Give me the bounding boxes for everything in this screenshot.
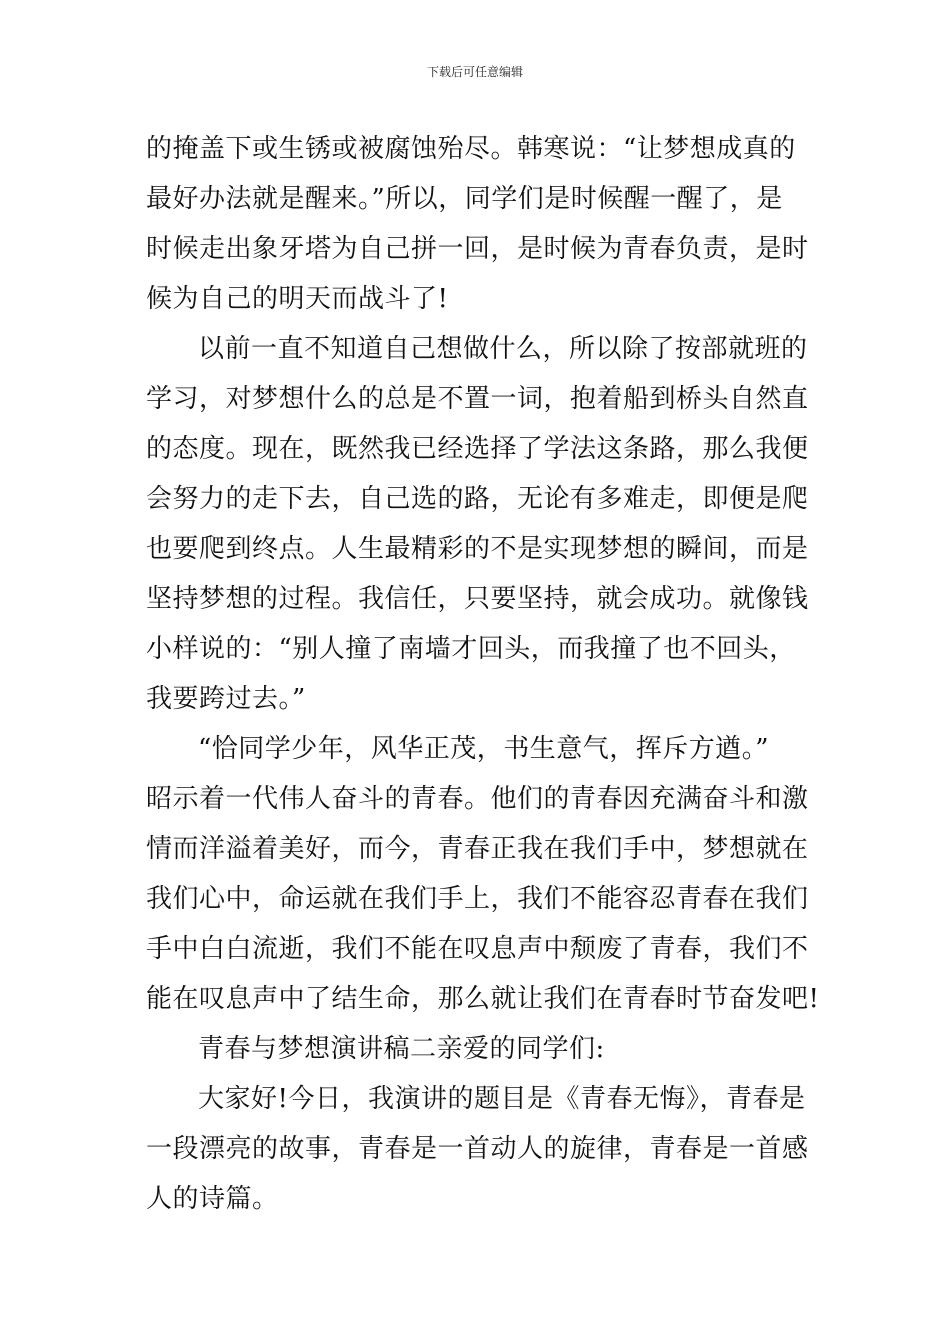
text-line: 我们心中，命运就在我们手上，我们不能容忍青春在我们 xyxy=(146,884,809,914)
text-line: 会努力的走下去，自己选的路，无论有多难走，即便是爬 xyxy=(146,484,809,514)
text-line: 一段漂亮的故事，青春是一首动人的旋律，青春是一首感 xyxy=(146,1134,809,1164)
text-line: 学习，对梦想什么的总是不置一词，抱着船到桥头自然直 xyxy=(146,384,809,414)
text-line: 昭示着一代伟人奋斗的青春。他们的青春因充满奋斗和激 xyxy=(146,784,809,814)
text-line: 青春与梦想演讲稿二亲爱的同学们: xyxy=(198,1034,605,1064)
text-line: 时候走出象牙塔为自己拼一回，是时候为青春负责，是时 xyxy=(146,234,809,264)
text-line: 候为自己的明天而战斗了! xyxy=(146,284,449,314)
text-line: 人的诗篇。 xyxy=(146,1184,279,1214)
text-line: 小样说的：“别人撞了南墙才回头，而我撞了也不回头， xyxy=(146,634,796,664)
text-line: 最好办法就是醒来。”所以，同学们是时候醒一醒了，是 xyxy=(146,184,783,214)
page-header: 下载后可任意编辑 xyxy=(426,65,523,79)
text-line: 以前一直不知道自己想做什么，所以除了按部就班的 xyxy=(198,334,808,364)
text-line: 我要跨过去。” xyxy=(146,684,306,714)
text-line: 手中白白流逝，我们不能在叹息声中颓废了青春，我们不 xyxy=(146,934,809,964)
text-line: 情而洋溢着美好，而今，青春正我在我们手中，梦想就在 xyxy=(146,834,809,864)
text-line: “恰同学少年，风华正茂，书生意气，挥斥方遒。” xyxy=(198,734,770,764)
text-line: 的掩盖下或生锈或被腐蚀殆尽。韩寒说：“让梦想成真的 xyxy=(146,134,796,164)
text-line: 也要爬到终点。人生最精彩的不是实现梦想的瞬间，而是 xyxy=(146,534,809,564)
text-line: 大家好!今日，我演讲的题目是《青春无悔》，青春是 xyxy=(198,1084,806,1114)
text-line: 的态度。现在，既然我已经选择了学法这条路，那么我便 xyxy=(146,434,809,464)
text-line: 坚持梦想的过程。我信任，只要坚持，就会成功。就像钱 xyxy=(146,584,809,614)
text-line: 能在叹息声中了结生命，那么就让我们在青春时节奋发吧! xyxy=(146,984,820,1014)
